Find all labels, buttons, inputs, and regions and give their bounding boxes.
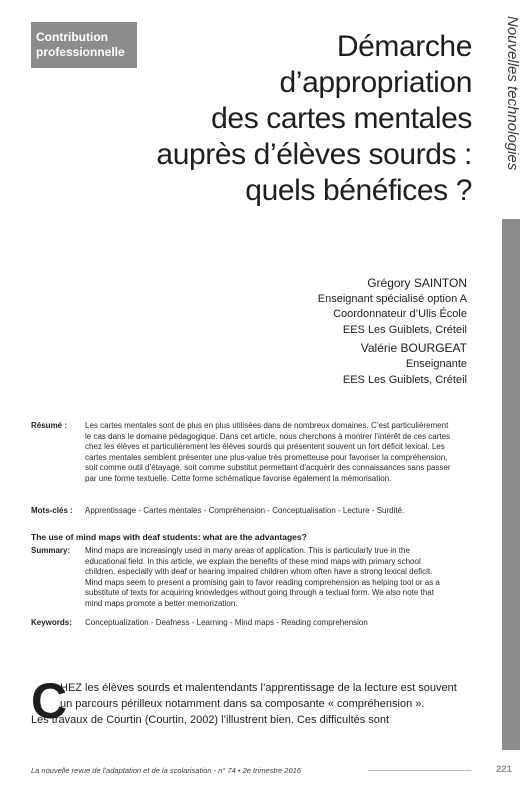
- summary-block: [31, 546, 451, 609]
- author-affiliation: Enseignante: [405, 357, 467, 370]
- title-line: auprès d’élèves sourds :: [156, 138, 472, 171]
- title-line: Démarche: [336, 30, 472, 63]
- resume-text: Les cartes mentales sont de plus en plus utilisées dans de nombreux domaines. C’est particulièrement le cas dans le domaine pédagogique. Dans cet article, nous cherchons à montrer l’intérêt de ces cartes chez les élèves et particulièrement les élèves sourds qui présentent souvent un fort déficit lexical. Les cartes mentales semblent présenter une plus-value très prometteuse pour favoriser la compréhension, soit comme outil d’étayage, soit comme substitut permettant d’acquérir des connaissances sans passer par une forme textuelle. Cette forme schématique favorise également la mémorisation.: [85, 421, 451, 483]
- keywords-block: [31, 618, 451, 629]
- keywords-text: Conceptualization - Deafness - Learning - Mind maps - Reading comprehension: [85, 618, 368, 627]
- author-affiliation: Enseignant spécialisé option A: [317, 292, 467, 305]
- authors-block: [207, 276, 467, 388]
- title-line: des cartes mentales: [211, 102, 472, 135]
- english-title: The use of mind maps with deaf students: what are the advantages?: [31, 532, 307, 542]
- side-bar: [502, 219, 520, 750]
- journal-footer: La nouvelle revue de l’adaptation et de la scolarisation - n° 74 • 2e trimestre 2016: [31, 766, 301, 775]
- section-side-label: Nouvelles technologies: [504, 16, 521, 171]
- title-line: d’appropriation: [279, 66, 472, 99]
- author-affiliation: EES Les Guiblets, Créteil: [342, 323, 467, 336]
- resume-block: [31, 421, 451, 484]
- body-text: [31, 680, 471, 728]
- drop-cap: C: [31, 673, 68, 729]
- summary-label: Summary:: [31, 546, 71, 555]
- mots-cles-text: Apprentissage - Cartes mentales - Compréhension - Conceptualisation - Lecture - Surdité.: [85, 506, 405, 515]
- badge-line-1: Contribution: [36, 30, 108, 44]
- body-line: HEZ les élèves sourds et malentendants l’apprentissage de la lecture est souvent: [60, 682, 457, 694]
- body-line: un parcours périlleux notamment dans sa composante « compréhension ».: [60, 698, 425, 710]
- author-name: Grégory SAINTON: [367, 276, 467, 290]
- keywords-label: Keywords:: [31, 618, 72, 627]
- author-name: Valérie BOURGEAT: [360, 341, 467, 356]
- mots-cles-label: Mots-clés :: [31, 506, 73, 515]
- summary-text: Mind maps are increasingly used in many areas of application. This is particularly true in the educational field. In this article, we explain the benefits of these mind maps with primary school children, especially with deaf or hearing impaired children whom often have a strong lexical deficit. Mind maps seem to present a promising gain to favor reading comprehension as helping tool or as a substitute of texts for acquiring knowledges without going through a textual form. We also note that mind maps promote a better memorization.: [85, 546, 440, 608]
- author-affiliation: Coordonnateur d’Ulis École: [333, 308, 467, 321]
- author-affiliation: EES Les Guiblets, Créteil: [342, 373, 467, 386]
- article-title: [92, 29, 472, 209]
- footer-rule: [368, 770, 471, 771]
- page-number: 221: [496, 764, 512, 775]
- badge-line-2: professionnelle: [36, 45, 125, 59]
- title-line: quels bénéfices ?: [245, 174, 472, 207]
- resume-label: Résumé :: [31, 421, 68, 430]
- mots-cles-block: [31, 506, 451, 517]
- body-line: Les travaux de Courtin (Courtin, 2002) l’illustrent bien. Ces difficultés sont: [31, 714, 390, 726]
